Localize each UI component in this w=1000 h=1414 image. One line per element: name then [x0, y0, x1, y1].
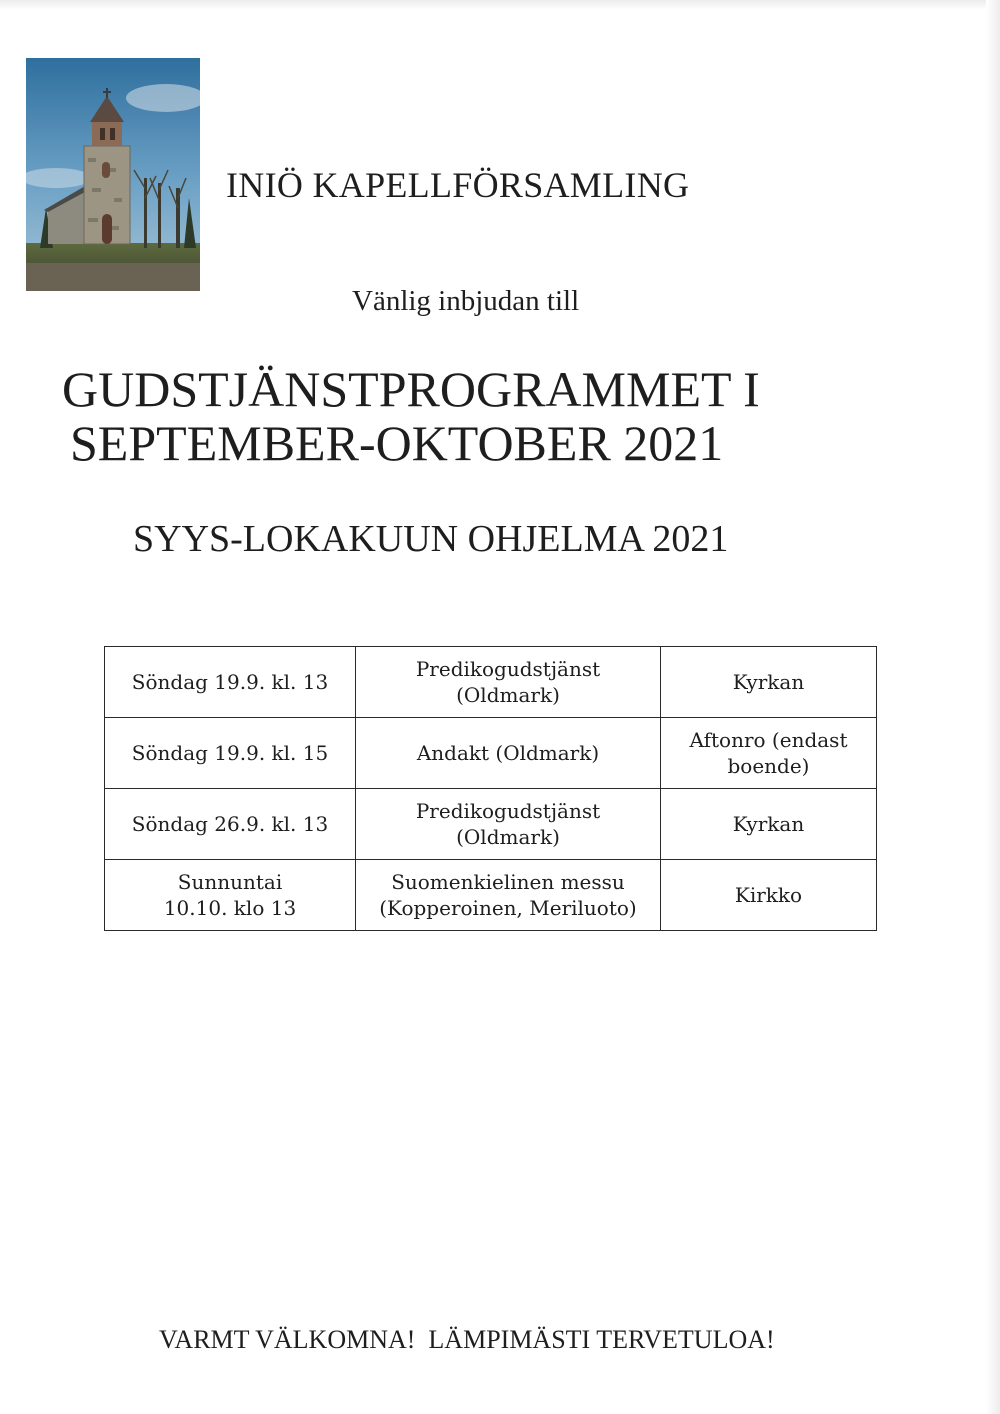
schedule-what: Predikogudstjänst (Oldmark) [356, 647, 661, 718]
schedule-where: Kirkko [661, 860, 877, 931]
schedule-when: Söndag 19.9. kl. 15 [105, 718, 356, 789]
parish-name: INIÖ KAPELLFÖRSAMLING [226, 165, 690, 205]
schedule-what: Andakt (Oldmark) [356, 718, 661, 789]
church-photo [26, 58, 200, 291]
schedule-when: Söndag 19.9. kl. 13 [105, 647, 356, 718]
table-row [105, 718, 877, 789]
sub-title: SYYS-LOKAKUUN OHJELMA 2021 [133, 518, 729, 560]
schedule-what: Suomenkielinen messu (Kopperoinen, Meriluoto) [356, 860, 661, 931]
schedule-where: Kyrkan [661, 647, 877, 718]
main-title [62, 362, 760, 470]
schedule-where: Kyrkan [661, 789, 877, 860]
welcome-text: VARMT VÄLKOMNA! LÄMPIMÄSTI TERVETULOA! [159, 1325, 775, 1354]
scan-edge-right [986, 0, 1000, 1414]
scan-edge-top [0, 0, 1000, 10]
schedule-what: Predikogudstjänst (Oldmark) [356, 789, 661, 860]
schedule-when: Söndag 26.9. kl. 13 [105, 789, 356, 860]
table-row [105, 789, 877, 860]
main-title-line-1: GUDSTJÄNSTPROGRAMMET I [62, 361, 760, 417]
table-row [105, 860, 877, 931]
schedule-when: Sunnuntai 10.10. klo 13 [105, 860, 356, 931]
invitation-text: Vänlig inbjudan till [352, 285, 580, 317]
main-title-line-2: SEPTEMBER-OKTOBER 2021 [70, 415, 724, 471]
table-row [105, 647, 877, 718]
schedule-where: Aftonro (endast boende) [661, 718, 877, 789]
schedule-table [104, 646, 877, 931]
